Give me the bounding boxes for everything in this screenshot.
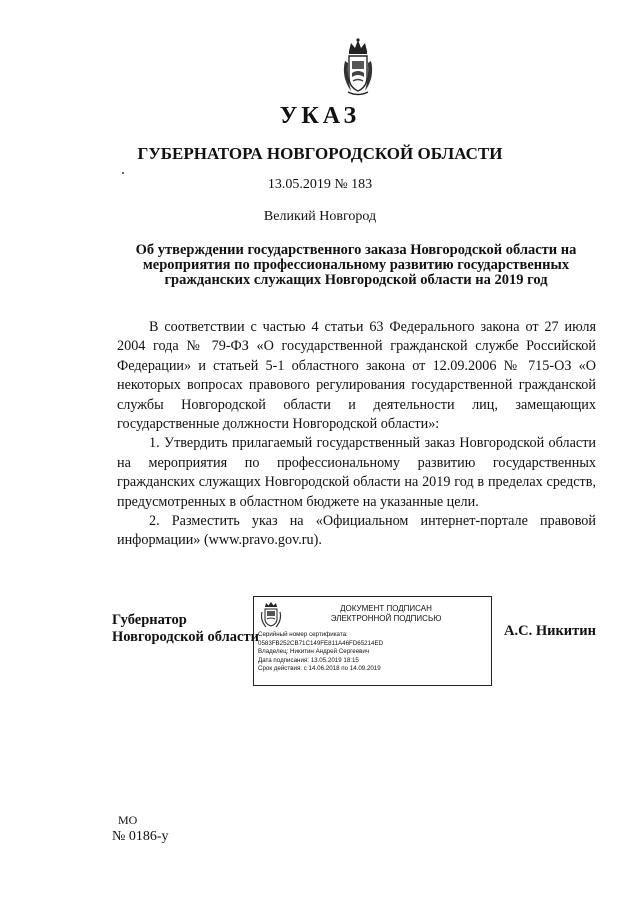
- speck: [122, 172, 124, 174]
- footer-mo: МО: [118, 813, 138, 827]
- intro-paragraph: В соответствии с частью 4 статьи 63 Федерального закона от 27 июля 2004 года № 79-ФЗ «О государственной гражданской службе Российской Федерации» и статьей 5-1 областного закона от 12.09.2006 № 715-ОЗ «О некоторых вопросах правового регулирования государственной гражданской службы Новгородской области и деятельности лиц, замещающих государственные должности Новгородской области»:: [117, 319, 596, 433]
- heading-line: мероприятия по профессиональному развитию государственных: [142, 257, 570, 273]
- certificate-serial-label: Серийный номер сертификата:: [258, 631, 348, 638]
- signatory-name: А.С. Никитин: [504, 623, 596, 639]
- date-number: 13.05.2019 № 183: [267, 177, 373, 192]
- stamp-title-line: ЭЛЕКТРОННОЙ ПОДПИСЬЮ: [330, 614, 442, 623]
- city: Великий Новгород: [263, 209, 377, 224]
- signing-date: Дата подписания: 13.05.2019 18:15: [258, 656, 359, 664]
- item-1-paragraph: 1. Утвердить прилагаемый государственный заказ Новгородской области на мероприятия по профессиональному развитию государственных гражданских служащих Новгородской области на 2019 год в пределах средств, предусмотренных в областном бюджете на указанные цели.: [117, 435, 596, 510]
- stamp-title: [286, 604, 486, 624]
- decree-heading: [130, 243, 582, 288]
- certificate-serial: 0583FB252CB71C149FE811A46FD65214ED: [258, 639, 384, 647]
- document-title: УКАЗ: [279, 103, 361, 129]
- signatory-position: [112, 612, 259, 646]
- item-2-paragraph: 2. Разместить указ на «Официальном интернет-портале правовой информации» (www.pravo.gov.ru).: [117, 513, 596, 549]
- certificate-owner: Владелец: Никитин Андрей Сергеевич: [258, 648, 370, 656]
- certificate-validity: Срок действия: с 14.06.2018 по 14.09.2019: [258, 665, 381, 673]
- decree-body: [117, 318, 596, 551]
- heading-line: Об утверждении государственного заказа Новгородской области на: [135, 242, 577, 258]
- electronic-signature-stamp: [253, 596, 492, 686]
- document-subtitle: ГУБЕРНАТОРА НОВГОРОДСКОЙ ОБЛАСТИ: [137, 144, 503, 163]
- stamp-title-line: ДОКУМЕНТ ПОДПИСАН: [340, 604, 432, 613]
- stamp-details: [258, 631, 490, 674]
- position-line-2: Новгородской области: [112, 629, 259, 645]
- stamp-coat-of-arms-icon: [259, 601, 283, 629]
- coat-of-arms-icon: [339, 37, 377, 97]
- position-line-1: Губернатор: [112, 612, 187, 628]
- footer-number: № 0186-у: [112, 829, 169, 844]
- heading-line: гражданских служащих Новгородской области на 2019 год: [164, 272, 548, 288]
